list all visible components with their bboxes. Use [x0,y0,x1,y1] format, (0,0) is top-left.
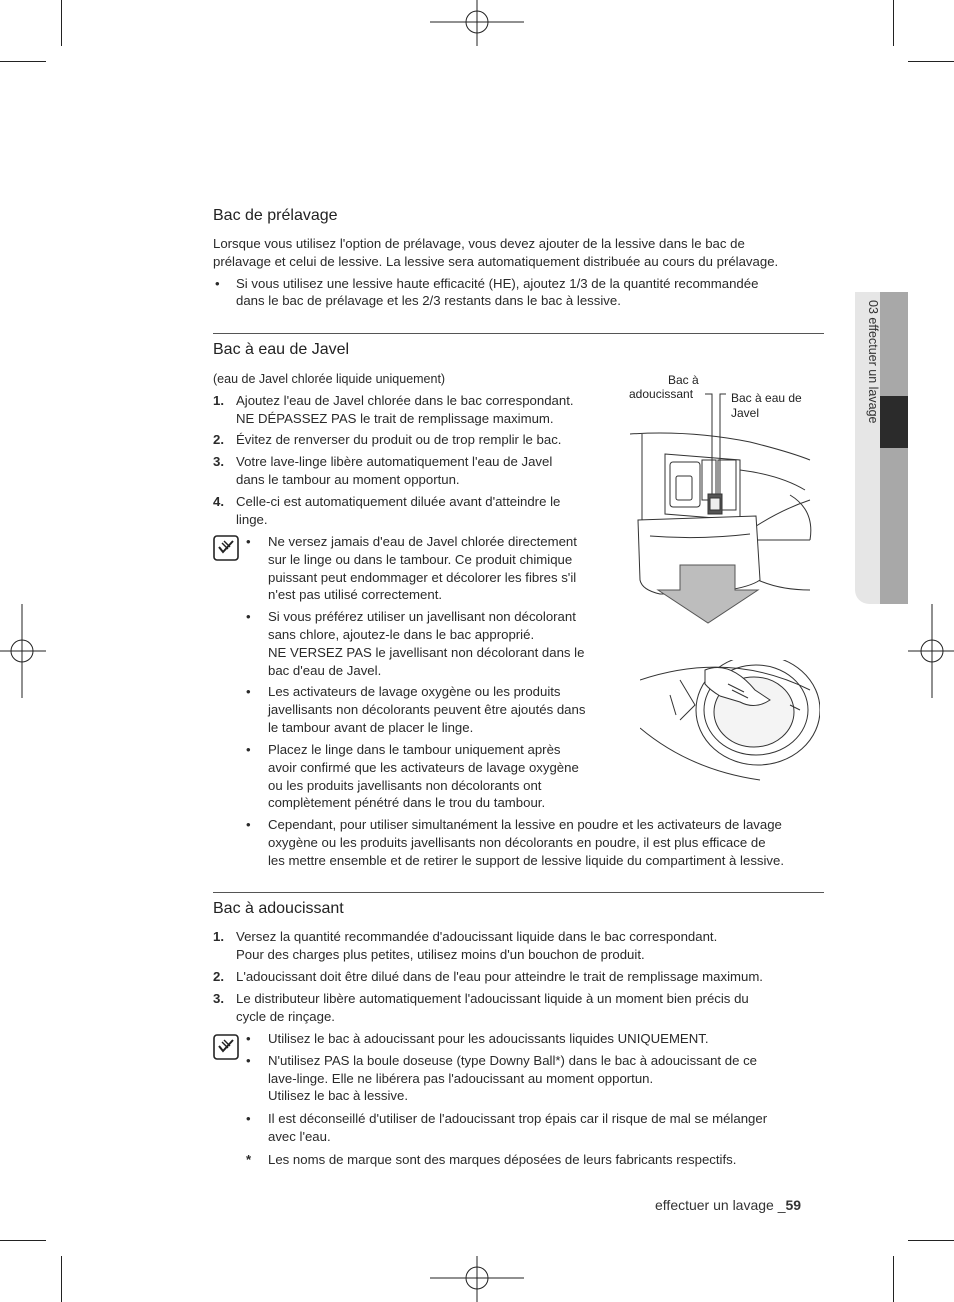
bullet: • [246,1031,251,1046]
note-line: complètement pénétré dans le trou du tambour. [268,795,546,810]
bullet: • [246,1111,251,1126]
note-line: lave-linge. Elle ne libérera pas l'adoucissant au moment opportun. [268,1071,654,1086]
note-line: avec l'eau. [268,1129,331,1144]
bullet: • [246,609,251,624]
step-line: Ajoutez l'eau de Javel chlorée dans le bac correspondant. [236,393,574,408]
bullet: • [246,534,251,549]
note-line: bac d'eau de Javel. [268,663,382,678]
note-line: oxygène ou les produits javellisants non décolorants en poudre, il est plus efficace de [268,835,766,850]
step-line: Évitez de renverser du produit ou de trop remplir le bac. [236,432,562,447]
crop-mark [61,0,62,46]
bullet: • [215,276,220,291]
prewash-intro-line: prélavage et celui de lessive. La lessive sera automatiquement distribuée au cours du prélavage. [213,254,779,269]
section-title-softener: Bac à adoucissant [213,900,344,917]
drum-illustration [640,660,820,785]
figure-label-bleach: Javel [731,406,760,420]
note-line: avoir confirmé que les activateurs de lavage oxygène [268,760,579,775]
note-line: Si vous préférez utiliser un javellisant non décolorant [268,609,576,624]
note-pencil-icon [213,535,239,561]
crop-mark [893,0,894,46]
note-pencil-icon [213,1034,239,1060]
crop-mark [908,1240,954,1241]
page-number: 59 [785,1197,802,1213]
note-line: le tambour avant de placer le linge. [268,720,474,735]
chapter-tab-marker [880,396,908,448]
step-number: 4. [213,494,224,509]
note-line: Utilisez le bac à lessive. [268,1088,408,1103]
note-line: Placez le linge dans le tambour uniquement après [268,742,561,757]
step-line: Versez la quantité recommandée d'adoucissant liquide dans le bac correspondant. [236,929,718,944]
footnote: Les noms de marque sont des marques déposées de leurs fabricants respectifs. [268,1152,737,1167]
registration-mark-right [908,604,954,698]
crop-mark [908,61,954,62]
note-line: Utilisez le bac à adoucissant pour les adoucissants liquides UNIQUEMENT. [268,1031,709,1046]
step-line: linge. [236,512,268,527]
note-line: N'utilisez PAS la boule doseuse (type Downy Ball*) dans le bac à adoucissant de ce [268,1053,758,1068]
figure-label-bleach: Bac à eau de [731,391,802,405]
prewash-bullet-line: Si vous utilisez une lessive haute efficacité (HE), ajoutez 1/3 de la quantité recommandée [236,276,759,291]
section-title-prewash: Bac de prélavage [213,207,338,224]
bullet: • [246,817,251,832]
note-line: NE VERSEZ PAS le javellisant non décolorant dans le [268,645,585,660]
crop-mark [893,1256,894,1302]
step-line: dans le tambour au moment opportun. [236,472,460,487]
prewash-intro-line: Lorsque vous utilisez l'option de prélavage, vous devez ajouter de la lessive dans le bac de [213,236,745,251]
step-line: L'adoucissant doit être dilué dans de l'eau pour atteindre le trait de remplissage maximum. [236,969,763,984]
step-line: Pour des charges plus petites, utilisez moins d'un bouchon de produit. [236,947,645,962]
note-line: n'est pas utilisé correctement. [268,587,443,602]
note-line: sans chlore, ajoutez-le dans le bac approprié. [268,627,535,642]
note-line: Les activateurs de lavage oxygène ou les produits [268,684,561,699]
note-line: Cependant, pour utiliser simultanément la lessive en poudre et les activateurs de lavage [268,817,782,832]
crop-mark [61,1256,62,1302]
page-footer [655,1197,801,1213]
note-line: puissant peut endommager et décolorer les fibres s'il [268,570,577,585]
note-line: sur le linge ou dans le tambour. Ce produit chimique [268,552,573,567]
bullet: • [246,1053,251,1068]
step-number: 2. [213,969,224,984]
bullet: • [246,684,251,699]
chapter-tab-label: 03 effectuer un lavage [866,300,880,424]
step-number: 3. [213,991,224,1006]
note-line: Il est déconseillé d'utiliser de l'adoucissant trop épais car il risque de mal se mélanger [268,1111,768,1126]
crop-mark [0,1240,46,1241]
registration-mark-bottom [430,1256,524,1302]
note-line: javellisants non décolorants peuvent être ajoutés dans [268,702,586,717]
section-title-bleach: Bac à eau de Javel [213,341,350,358]
step-number: 1. [213,929,224,944]
note-line: ou les produits javellisants non décolorants ont [268,778,542,793]
step-line: NE DÉPASSEZ PAS le trait de remplissage maximum. [236,411,554,426]
step-line: Votre lave-linge libère automatiquement l'eau de Javel [236,454,553,469]
registration-mark-top [430,0,524,46]
step-number: 2. [213,432,224,447]
dispenser-drawer-illustration [630,390,815,630]
footer-text: effectuer un lavage _ [655,1197,786,1213]
chapter-tab-strip [880,292,908,604]
note-line: Ne versez jamais d'eau de Javel chlorée directement [268,534,577,549]
registration-mark-left [0,604,46,698]
crop-mark [0,61,46,62]
note-line: les mettre ensemble et de retirer le support de lessive liquide du compartiment à lessive. [268,853,785,868]
step-line: cycle de rinçage. [236,1009,335,1024]
step-number: 1. [213,393,224,408]
step-line: Celle-ci est automatiquement diluée avant d'atteindre le [236,494,561,509]
step-number: 3. [213,454,224,469]
bullet: • [246,742,251,757]
step-line: Le distributeur libère automatiquement l'adoucissant liquide à un moment bien précis du [236,991,749,1006]
section-divider [213,333,824,334]
footnote-mark: * [246,1152,252,1167]
section-divider [213,892,824,893]
bleach-subtitle: (eau de Javel chlorée liquide uniquement) [213,372,446,386]
figure-label-softener: adoucissant [629,387,694,401]
prewash-bullet-line: dans le bac de prélavage et les 2/3 restants dans le bac à lessive. [236,293,621,308]
figure-label-softener: Bac à [668,373,699,387]
